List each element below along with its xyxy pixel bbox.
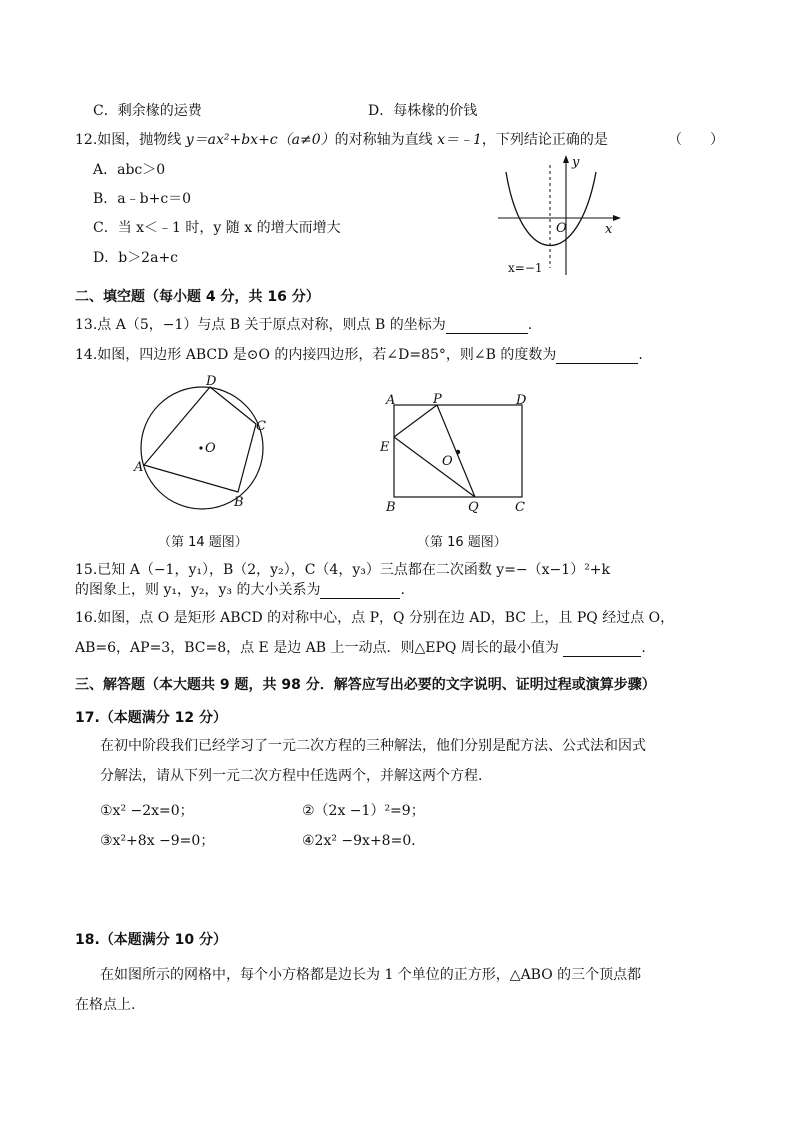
q11-option-d: D．每株椽的价钱 <box>368 103 478 119</box>
q12-stem <box>75 131 608 149</box>
q18-heading: 18.（本题满分 10 分） <box>75 932 228 948</box>
x-axis-arrow <box>613 215 621 221</box>
label-o: O <box>442 454 453 469</box>
q14-end: . <box>638 347 643 363</box>
label-c: C <box>256 419 266 434</box>
q17-para2: 分解法，请从下列一元二次方程中任选两个，并解这两个方程. <box>100 768 483 784</box>
q16-line1: 16.如图，点 O 是矩形 ABCD 的对称中心，点 P，Q 分别在边 AD，BC 上，且 PQ 经过点 O， <box>75 610 675 626</box>
q12-stem-prefix: 12.如图，抛物线 <box>75 132 186 148</box>
q17-eq3: ③x²+8x −9=0； <box>100 833 215 849</box>
q13-answer-blank <box>446 319 528 334</box>
y-axis-arrow <box>563 155 569 163</box>
q17-heading: 17.（本题满分 12 分） <box>75 710 228 726</box>
q15-answer-blank <box>320 584 400 599</box>
q12-stem-eq: y＝ax²+bx+c（a≠0） <box>185 132 335 148</box>
q13 <box>75 316 532 334</box>
label-e: E <box>380 440 390 455</box>
label-b: B <box>386 500 396 515</box>
q16-end: . <box>641 640 646 656</box>
q12-option-d: D．b＞2a+c <box>93 250 179 266</box>
fig14-cyclic-quadrilateral <box>130 372 272 518</box>
q15-line1: 15.已知 A（−1，y₁），B（2，y₂），C（4，y₃）三点都在二次函数 y=−（x−1）²+k <box>75 562 611 578</box>
q16-line2 <box>75 639 646 657</box>
label-q: Q <box>468 500 479 515</box>
q18-para2: 在格点上. <box>75 997 136 1013</box>
parabola-curve <box>506 172 596 246</box>
y-label: y <box>572 155 580 170</box>
fig14-caption: （第 14 题图） <box>158 535 248 550</box>
label-p: P <box>433 392 442 407</box>
q18-para1: 在如图所示的网格中，每个小方格都是边长为 1 个单位的正方形，△ABO 的三个顶点都 <box>100 967 642 983</box>
q11-option-c: C．剩余椽的运费 <box>93 103 202 119</box>
q16-line2-text: AB=6，AP=3，BC=8，点 E 是边 AB 上一动点．则△EPQ 周长的最小值为 <box>75 640 559 656</box>
q17-para1: 在初中阶段我们已经学习了一元二次方程的三种解法，他们分别是配方法、公式法和因式 <box>100 738 646 754</box>
q15-end: . <box>400 582 405 598</box>
q12-parabola-figure <box>492 150 626 280</box>
fig16-caption: （第 16 题图） <box>417 535 507 550</box>
q12-stem-mid: 的对称轴为直线 <box>334 132 438 148</box>
q14-text: 14.如图，四边形 ABCD 是⊙O 的内接四边形，若∠D=85°，则∠B 的度数为 <box>75 347 557 363</box>
section2-heading: 二、填空题（每小题 4 分，共 16 分） <box>75 289 320 305</box>
center-point <box>456 450 460 454</box>
q17-eq1: ①x² −2x=0； <box>100 803 194 819</box>
q14-answer-blank <box>556 349 638 364</box>
label-c: C <box>515 500 525 515</box>
q12-stem-axis: x＝﹣1 <box>437 132 482 148</box>
q12-stem-suffix: ，下列结论正确的是 <box>481 132 608 148</box>
fig16-rectangle <box>374 390 536 516</box>
q17-eq2: ②（2x −1）²=9； <box>302 803 425 819</box>
q17-eq4: ④2x² −9x+8=0． <box>302 833 426 849</box>
q15-line2 <box>75 581 405 599</box>
q14 <box>75 346 643 364</box>
label-a: A <box>386 393 396 408</box>
q12-paren: （ ） <box>668 132 724 148</box>
q13-text: 13.点 A（5，−1）与点 B 关于原点对称，则点 B 的坐标为 <box>75 317 446 333</box>
x-label: x <box>605 222 613 237</box>
q12-option-c: C．当 x＜﹣1 时，y 随 x 的增大而增大 <box>93 220 341 236</box>
label-d: D <box>206 374 217 389</box>
symmetry-axis-label: x=−1 <box>508 261 543 275</box>
label-b: B <box>234 495 244 510</box>
section3-heading: 三、解答题（本大题共 9 题，共 98 分．解答应写出必要的文字说明、证明过程或演算步骤） <box>75 677 656 693</box>
q15-line2-text: 的图象上，则 y₁，y₂，y₃ 的大小关系为 <box>75 582 321 598</box>
origin-label: O <box>556 221 567 236</box>
segment-ep <box>394 405 437 437</box>
q16-answer-blank <box>563 642 641 657</box>
q12-option-b: B．a﹣b+c＝0 <box>93 191 192 207</box>
label-o: O <box>205 441 216 456</box>
label-a: A <box>134 460 144 475</box>
center-point <box>199 446 202 449</box>
label-d: D <box>516 393 527 408</box>
q12-option-a: A．abc＞0 <box>93 162 166 178</box>
q13-end: . <box>527 317 533 333</box>
